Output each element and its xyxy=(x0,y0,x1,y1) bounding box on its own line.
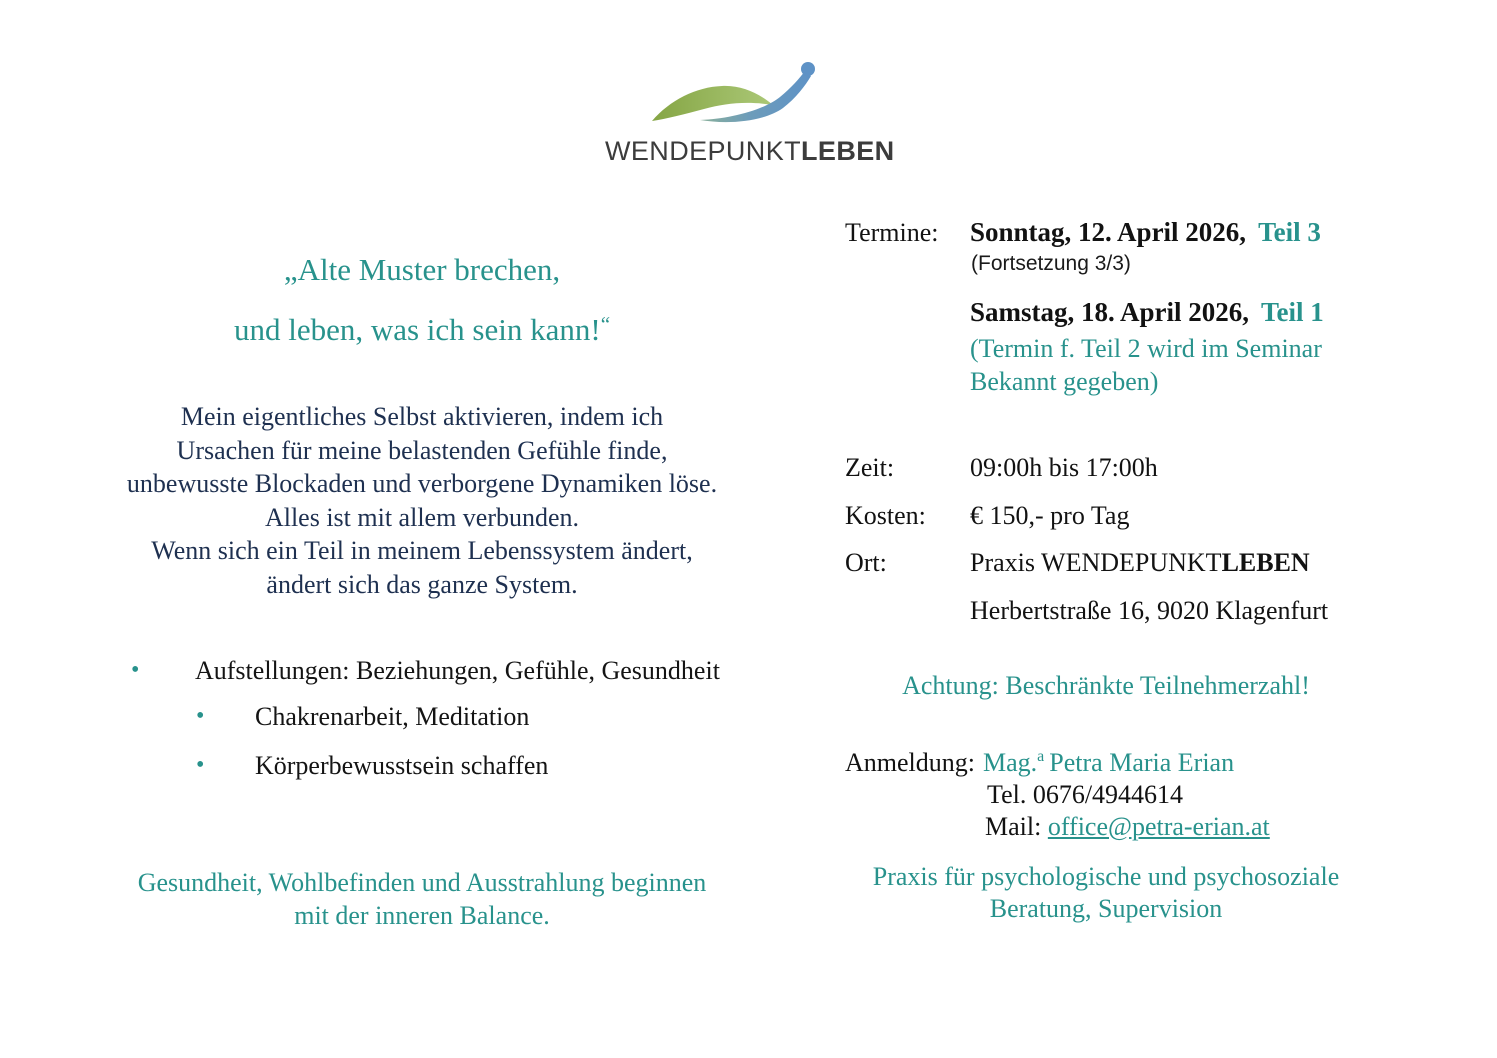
bullet-icon: • xyxy=(131,657,140,683)
termine-row xyxy=(845,217,1321,248)
name-superscript: a xyxy=(1037,748,1045,765)
termine-label: Termine: xyxy=(845,218,939,247)
anmeldung-row xyxy=(845,748,1234,778)
contact-phone: Tel. 0676/4944614 xyxy=(987,780,1184,809)
bullet-item-chakrenarbeit xyxy=(196,702,529,732)
mail-label: Mail: xyxy=(985,812,1042,841)
bullet-icon: • xyxy=(196,703,205,729)
contact-mail-row xyxy=(985,812,1270,842)
logo-dot xyxy=(801,62,815,76)
contact-name: Mag.$^a$ Petra Maria Erian xyxy=(983,748,1235,777)
anmeldung-label: Anmeldung: xyxy=(845,748,975,777)
limited-seats-warning: Achtung: Beschränkte Teilnehmerzahl! xyxy=(902,671,1310,700)
bullet-label: Körperbewusstsein schaffen xyxy=(255,751,549,780)
date2-part-tag: Teil 1 xyxy=(1261,297,1324,327)
ort-value: Praxis WENDEPUNKT xyxy=(970,548,1222,577)
bullet-label: Aufstellungen: Beziehungen, Gefühle, Gesundheit xyxy=(195,656,720,685)
praxis-description xyxy=(845,861,1367,925)
ort-row xyxy=(845,548,1310,578)
bullet-item-aufstellungen xyxy=(131,656,720,686)
seminar-title xyxy=(97,242,747,357)
closing-line: Gesundheit, Wohlbefinden und Ausstrahlung beginnen xyxy=(137,868,707,897)
date2-note-line1: (Termin f. Teil 2 wird im Seminar xyxy=(970,334,1322,363)
brand-name-bold: LEBEN xyxy=(801,136,895,166)
bullet-label: Chakrenarbeit, Meditation xyxy=(255,702,530,731)
intro-line: Alles ist mit allem verbunden. xyxy=(264,502,580,532)
seminar-title-line1: „Alte Muster brechen, xyxy=(283,252,561,287)
intro-line: Mein eigentliches Selbst aktivieren, indem ich xyxy=(180,402,664,431)
bullet-icon: • xyxy=(196,752,205,778)
logo-wordmark xyxy=(605,136,895,167)
date2-note xyxy=(970,332,1322,398)
closing-line: mit der inneren Balance. xyxy=(294,901,550,930)
zeit-label: Zeit: xyxy=(845,453,895,482)
email-link[interactable]: office@petra-erian.at xyxy=(1047,812,1270,841)
ort-value-bold: LEBEN xyxy=(1221,548,1310,577)
date1-note: (Fortsetzung 3/3) xyxy=(971,252,1131,275)
logo-swoosh-icon xyxy=(630,48,850,140)
date1-part-tag: Teil 3 xyxy=(1258,217,1321,247)
date2-row xyxy=(970,297,1324,328)
praxis-line1: Praxis für psychologische und psychosoziale xyxy=(872,862,1340,891)
kosten-value: € 150,- pro Tag xyxy=(970,501,1130,530)
praxis-line2: Beratung, Supervision xyxy=(989,894,1223,923)
intro-line: Ursachen für meine belastenden Gefühle finde, xyxy=(176,435,668,465)
date2-text: Samstag, 18. April 2026, xyxy=(970,297,1250,327)
closing-statement xyxy=(72,866,772,932)
brand-name-regular: WENDEPUNKT xyxy=(605,136,802,166)
seminar-title-line2: und leben, was ich sein kann!“ xyxy=(233,312,611,347)
zeit-value: 09:00h bis 17:00h xyxy=(970,453,1158,482)
closing-quote: “ xyxy=(600,312,611,336)
ort-label: Ort: xyxy=(845,548,887,577)
date1-text: Sonntag, 12. April 2026, xyxy=(970,217,1247,247)
kosten-label: Kosten: xyxy=(845,501,926,530)
kosten-row xyxy=(845,501,1129,531)
intro-line: Wenn sich ein Teil in meinem Lebenssystem ändert, xyxy=(151,536,693,565)
zeit-row xyxy=(845,453,1158,483)
intro-paragraph xyxy=(72,400,772,601)
bullet-item-koerperbewusstsein xyxy=(196,751,548,781)
date2-note-line2: Bekannt gegeben) xyxy=(970,367,1159,396)
intro-line: unbewusste Blockaden und verborgene Dynamiken löse. xyxy=(126,469,718,498)
ort-address: Herbertstraße 16, 9020 Klagenfurt xyxy=(970,596,1329,625)
intro-line: ändert sich das ganze System. xyxy=(266,569,578,599)
